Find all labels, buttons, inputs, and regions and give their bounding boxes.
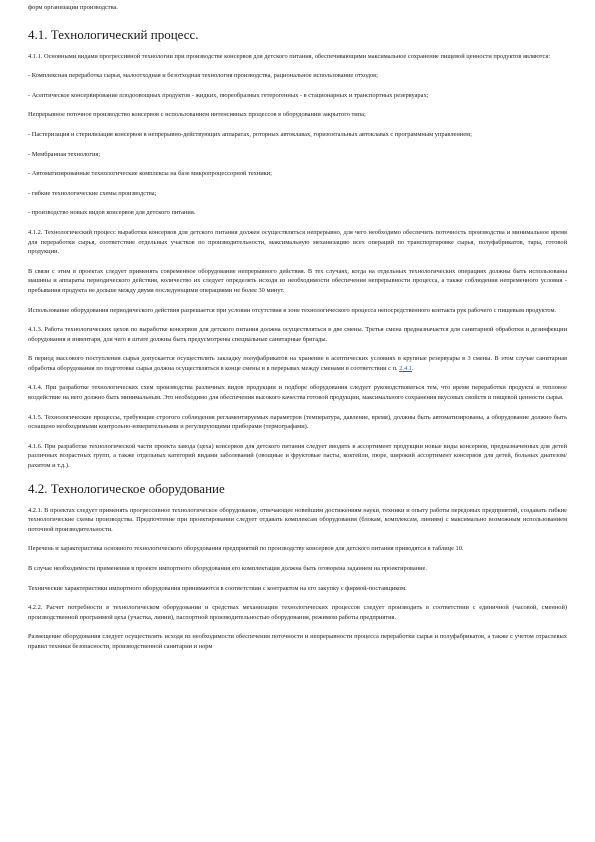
intro-line: форм организации производства. (28, 4, 118, 11)
paragraph: В случае необходимости применения в проекте импортного оборудования его комплектация должна быть оговорена заданием на проектирование. (28, 565, 427, 572)
paragraph-tail: . (411, 364, 414, 372)
paragraph: 4.1.5. Технологические процессы, требующие строгого соблюдения регламентируемых параметров (температура, давление, время), должны быть автоматизированы, а оборудование должно быть оснащено необходимыми контрольно-измерительными и регулирующими приборами (термографами). (28, 413, 567, 431)
paragraph: - Асептическое консервирование плодоовощных продуктов - жидких, пюреобразных гетерогенных - в стационарных и транспортных резервуарах; (28, 91, 429, 99)
section-reference-link[interactable]: 2.4.1 (399, 364, 412, 372)
paragraph: Перечень и характеристика основного технологического оборудования предприятий по производству консервов для детского питания приводятся в таблице 10. (28, 545, 464, 553)
section-heading-tech-equipment: 4.2. Технологическое оборудование (28, 480, 225, 496)
paragraph-with-link (28, 354, 567, 373)
paragraph: - Пастеризация и стерилизация консервов в непрерывно-действующих аппаратах, роторных автоклавах, горизонтальных автоклавах с программным управлением; (28, 130, 472, 138)
paragraph: - Мембранная технология; (28, 150, 101, 158)
paragraph: Использование оборудования периодического действия разрешается при условии отсутствия в зоне технологического процесса непосредственного контакта рук рабочего с пищевым продуктом. (28, 306, 557, 314)
paragraph: - Комплексная переработка сырья, малоотходная и безотходная технология производства, рациональное использование отходов; (28, 72, 378, 80)
paragraph: 4.1.3. Работа технологических цехов по выработке консервов для детского питания должна осуществляться в две смены. Третья смена предназначается для санитарной обработки и дезинфекции оборудования и инвентаря, для чего в штате должны быть предусмотрены специальные санитарные бригады. (28, 326, 567, 343)
paragraph: В связи с этим в проектах следует применять современное оборудование непрерывного действия. В тех случаях, когда на отдельных технологических операциях должны быть использованы машины и аппараты периодического действия, количество их следует определять исходя из необходимости обеспечения непрерывности процесса, а также соблюдения непременного условия - пребывания продукта не дольше между двумя последующими операциями не более 30 минут. (28, 267, 567, 294)
paragraph: - производство новых видов консервов для детского питания. (28, 209, 196, 217)
paragraph: 4.1.6. При разработке технологической части проекта завода (цеха) консервов для детского питания следует вводить в ассортимент продукции новые виды консервов, предназначенных для детей различных возрастных групп, а также отдельных категорий видами заболеваний (овощные и фруктовые пасты, коктейли, пюре, широкий ассортимент консервов для детей, больных диатезом/рахитом и т.д.). (28, 442, 567, 470)
section-heading-tech-process: 4.1. Технологический процесс. (28, 26, 199, 42)
paragraph-text: В период массового поступления сырья допускается осуществлять закладку полуфабрикатов на хранение в асептических условиях в крупные резервуары в 3 смены. В этом случае санитарная обработка оборудования по подготовке сырья должна осуществляться в конце смены и в перерывах между сменами в соответствии с п. (28, 355, 567, 372)
paragraph: Размещение оборудования следует осуществлять исходя из необходимости обеспечения поточности и непрерывности процесса переработки сырья и полуфабрикатов, а также с учетом отраслевых правил техники безопасности, производственной санитарии и норм (28, 633, 567, 650)
paragraph: 4.1.1. Основными видами прогрессивной технологии при производстве консервов для детского питания, обеспечивающими максимальное сохранение пищевой ценности продуктов являются: (28, 52, 551, 60)
paragraph: 4.1.2. Технологический процесс выработки консервов для детского питания должен осуществляться непрерывно, для чего необходимо обеспечить поточность производства и минимальное время для переработки сырья, соответствие отдельных участков по производительности, максимальную механизацию всех операций по транспортировке сырья, полуфабрикатов, тары, готовой продукции. (28, 228, 567, 256)
paragraph: Непрерывное поточное производство консервов с использованием интенсивных процессов в оборудовании закрытого типа; (28, 111, 366, 119)
paragraph: 4.2.1. В проектах следует применять прогрессивное технологическое оборудование, отвечающее новейшим достижениям науки, техники и опыту работы передовых предприятий, создавать гибкие технологические схемы производства. Предпочтение при проектировании следует отдавать комплексам оборудования (блокам, комплексам, линиям) с максимально возможным использованием поточной производительности. (28, 506, 567, 533)
paragraph: 4.2.2. Расчет потребности в технологическом оборудовании и средствах механизации технологических процессов следует производить в соответствии с единичной (часовой, сменной) производственной программой цеха (участка, линии), паспортной производительностью оборудования, режимом работы предприятия. (28, 604, 567, 621)
paragraph: - Автоматизированные технологические комплексы на базе микропроцессорной техники; (28, 170, 272, 178)
paragraph: 4.1.4. При разработке технологических схем производства различных видов продукции и подборе оборудования следует руководствоваться тем, что время переработки продукта и тепловое воздействие на него должно быть минимальным. Это необходимо для обеспечения высокого качества готовой продукции, максимального сохранения вкусовых свойств и пищевой ценности сырья. (28, 384, 567, 402)
paragraph: - гибкие технологические схемы производства; (28, 189, 157, 197)
paragraph: Технические характеристики импортного оборудования принимаются в соответствии с контрактом на его закупку с фирмой-поставщиком. (28, 584, 407, 592)
